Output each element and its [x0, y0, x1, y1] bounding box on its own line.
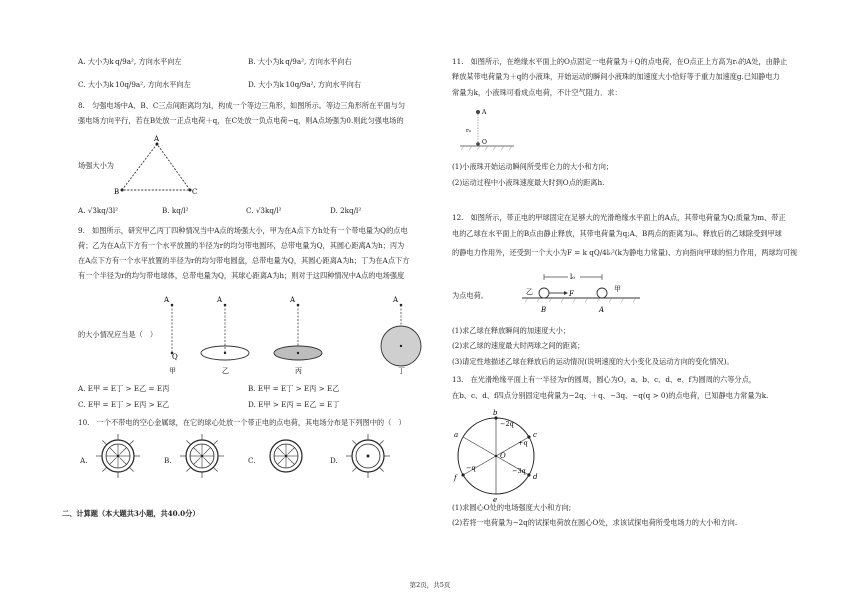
q12-sub1: (1)求乙球在释放瞬间的加速度大小； [452, 326, 570, 335]
liquid-drop-figure [456, 104, 526, 154]
sphere-field-option-a [96, 434, 140, 478]
q10-option-c: C. [248, 456, 256, 465]
svg-text:乙: 乙 [526, 288, 533, 296]
q9-line5: 的大小情况应当是（ ） [78, 330, 158, 339]
option-c: C. 大小为k 10q/9a², 方向水平向左 [78, 80, 191, 89]
q10-option-a: A. [80, 456, 88, 465]
field-cases-figure [140, 293, 430, 375]
svg-text:A: A [599, 306, 605, 314]
page-footer: 第2页，共5页 [409, 581, 451, 589]
sphere-field-option-c [270, 440, 302, 472]
q12-line4: 为点电荷。 [452, 291, 488, 300]
svg-text:−2q: −2q [500, 420, 514, 428]
q11-sub2: (2)运动过程中小液珠速度最大时到O点的距离h. [452, 178, 605, 187]
q10-line1: 10. 一个不带电的空心金属球，在它的球心处放一个带正电的点电荷，其电场分布是下列图中的（ ） [78, 418, 406, 427]
section-heading: 二、计算题（本大题共3小题，共40.0分） [62, 509, 200, 518]
svg-text:O: O [482, 139, 487, 146]
hollow-sphere-figures [90, 432, 390, 482]
svg-text:−q: −q [466, 464, 476, 472]
q13-sub1: (1)求圆心O处的电场强度大小和方向; [452, 503, 572, 512]
two-balls-figure [520, 266, 650, 318]
svg-text:A: A [290, 296, 296, 304]
case-ding-label: 丁 [398, 367, 405, 375]
q13-line1: 13. 在光滑绝缘平面上有一半径为r的圆周，圆心为O，a、b、c、d、e、f为圆周的六等分点， [452, 375, 756, 384]
q8-option-d: D. 2kq/l² [330, 206, 362, 215]
q10-option-b: B. [164, 456, 172, 465]
case-jia-label: 甲 [169, 367, 176, 375]
svg-text:e: e [493, 496, 498, 504]
q10-option-d: D. [330, 456, 338, 465]
svg-text:Q: Q [172, 353, 178, 361]
tri-label-c: C [192, 188, 198, 196]
q13-line2: 在b、c、d、f四点分别固定电荷量为−2q、＋q、−3q、−q(q > 0)的点电荷，已知静电力常量为k. [452, 391, 769, 400]
tri-label-a: A [154, 135, 160, 143]
q12-sub3: (3)请定性地描述乙球在释放后的运动情况(说明速度的大小变化及运动方向的变化情况)。 [452, 357, 734, 366]
q8-line2: 强电场方向平行，若在B处放一正点电荷＋q，在C处放一负点电荷−q，则A点场强为0.则此匀强电场的 [78, 116, 404, 125]
q11-line2: 释放某带电荷量为＋q的小液珠，开始运动的瞬间小液珠的加速度大小恰好等于重力加速度g.已知静电力 [452, 72, 780, 81]
svg-text:A: A [393, 296, 399, 304]
case-yi-label: 乙 [222, 367, 229, 375]
svg-text:F: F [569, 290, 574, 298]
q11-sub1: (1)小液珠开始运动瞬间所受库仑力的大小和方向； [452, 162, 614, 171]
q8-line3: 场强大小为 [78, 161, 114, 170]
option-b: B. 大小为k q/9a², 方向水平向右 [248, 57, 352, 66]
svg-text:A: A [482, 109, 487, 116]
svg-text:l₀: l₀ [570, 273, 576, 281]
svg-text:b: b [493, 409, 498, 417]
tri-label-b: B [114, 188, 120, 196]
svg-text:O: O [500, 452, 506, 460]
svg-text:B: B [541, 306, 547, 314]
svg-text:a: a [454, 431, 459, 439]
q11-line1: 11. 如图所示，在绝缘水平面上的O点固定一电荷量为＋Q的点电荷，在O点正上方高为r₀的A处，由静止 [452, 57, 788, 66]
sphere-field-option-d [346, 434, 390, 478]
triangle-figure [112, 134, 202, 196]
q8-option-c: C. √3kq/l² [246, 206, 282, 215]
sphere-field-option-b [180, 434, 224, 478]
q11-line3: 常量为k，小液珠可看成点电荷，不计空气阻力．求： [452, 88, 622, 97]
q8-line1: 8. 匀强电场中A、B、C三点间距离均为l，构成一个等边三角形，如图所示。等边三角形所在平面与匀 [78, 101, 406, 110]
q9-option-a: A. E甲 = E丁 > E乙 = E丙 [78, 384, 170, 393]
q9-line2: 荷；乙为在A点下方有一个水平放置的半径为r的均匀带电圆环，总带电量为Q，其圆心距离A为h；丙为 [78, 241, 405, 250]
q8-option-a: A. √3kq/3l² [78, 206, 119, 215]
q9-option-b: B. E甲 = E丁 > E丙 > E乙 [248, 384, 340, 393]
q9-line1: 9. 如图所示，研究甲乙丙丁四种情况当中A点的场强大小，甲为在A点下方h处有一个带电量为Q的点电 [78, 226, 408, 235]
svg-text:c: c [533, 431, 537, 439]
q12-line3: 的静电力作用外，还受到一个大小为F = k qQ/4l₀²(k为静电力常量)、方向指向甲球的恒力作用，两球均可视 [452, 248, 798, 257]
q13-sub2: (2)若将一电荷量为−2q的试探电荷放在圆心O处，求该试探电荷所受电场力的大小和方向. [452, 518, 738, 527]
option-d: D. 大小为k 10q/9a², 方向水平向右 [248, 80, 362, 89]
svg-text:+q: +q [518, 439, 528, 447]
hexagon-circle-figure [448, 408, 548, 504]
q8-option-b: B. kq/l² [162, 206, 189, 215]
svg-text:甲: 甲 [614, 285, 621, 293]
svg-text:r₀: r₀ [466, 128, 471, 134]
svg-text:d: d [533, 473, 538, 481]
svg-text:A: A [164, 296, 170, 304]
q12-line1: 12. 如图所示，带正电的甲球固定在足够大的光滑绝缘水平面上的A点，其带电荷量为Q;质量为m、带正 [452, 213, 786, 222]
q12-sub2: (2)求乙球的速度最大时两球之间的距离； [452, 341, 585, 350]
q9-line4: 有一个半径为r的均匀带电球体，总带电量为Q，其球心距离A为h；则对于这四种情况中A点的电场强度 [78, 271, 405, 280]
svg-text:−3q: −3q [512, 467, 526, 475]
q9-line3: 在A点下方有一个水平放置的半径为r的均匀带电圆盘，总带电量为Q，其圆心距离A为h；丁为在A点下方 [78, 256, 410, 265]
q9-option-d: D. E甲 > E丙 = E乙 = E丁 [248, 400, 340, 409]
q12-line2: 电的乙球在水平面上的B点由静止释放，其带电荷量为q;A、B两点的距离为l₀。释放后的乙球除受到甲球 [452, 229, 782, 238]
svg-text:f: f [454, 474, 457, 482]
svg-text:A: A [217, 296, 223, 304]
option-a: A. 大小为k q/9a², 方向水平向左 [78, 57, 182, 66]
q9-option-c: C. E甲 = E丁 > E丙 > E乙 [78, 400, 170, 409]
case-bing-label: 丙 [295, 367, 302, 375]
